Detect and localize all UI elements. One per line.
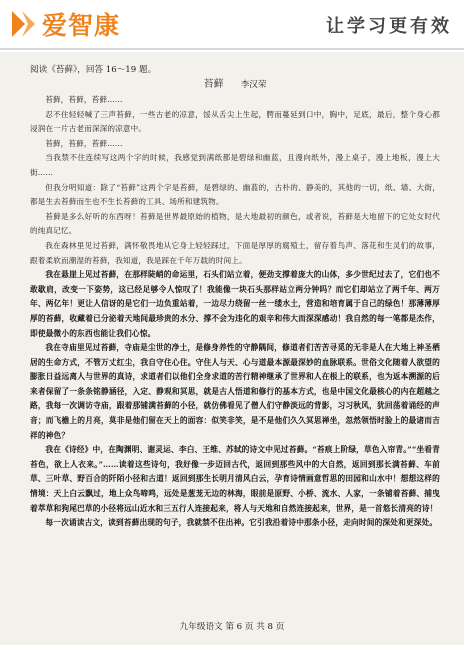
passage-paragraph: 但我分明知道：除了“苔藓”这两个字是苔藓，是碧绿的、幽蓝的，古朴的、静美的，其他的一切，纸、墙、大街，都是生去苔藓而生也不生长苔藓的工具、场所和建筑物。 [30, 182, 440, 207]
passage-title-line [30, 77, 440, 93]
passage-paragraph: 苔藓，苔藓，苔藓…… [45, 138, 123, 148]
page-footer: 九年级语文 第 6 页 共 8 页 [179, 622, 285, 632]
passage-title: 苔藓 [203, 79, 224, 90]
passage-paragraph: 当我禁不住连续写这两个字的时候，我感觉到满纸都是碧绿和幽蓝，且漫向纸外，漫上桌子，漫上地板，漫上大街…… [30, 153, 440, 177]
passage-paragraph: 我在森林里见过苔藓，满怀敬畏地从它身上轻轻踩过，下面是厚厚的腐殖土，留存着鸟声、落花和生灵们的故事，跟着柔软而潮湿的苔藓，我知道，我是踩在千年万载的时间上。 [30, 240, 440, 265]
passage-paragraph: 苔藓，苔藓，苔藓…… [45, 95, 123, 104]
brand-logo [10, 7, 120, 41]
passage-paragraph: 忍不住轻轻喊了三声苔藓，一些古老的凉意，馁从舌尖上生起，腭而蔓延到口中，胸中，足底，最后，整个身心都浸润在一片古老而深深的凉意中。 [30, 109, 440, 134]
passage-paragraph: 我在寺庙里见过苔藓，寺庙是尘世的净土，是修身养性的守静隅间，修道者们苦苦寻觅的无非是人在大地上神圣栖居的生命方式，不管万丈红尘，我自守住心住。守住人与天、心与道最本源最深妙的血脉联系。世俗文化随着人欲望的膨胀日益远离人与世界的真诗，求道者们以他们全身求道的苦行精神继承了世界和人在根上的联系，也为返本溯源的后来者保留了一条条铭静涵径，入定、静观和冥思，就是古人悟道和修行的基本方式，也是中国文化最核心的内在超越之路，我每一次调访寺庙，跟着那铺满苔藓的小径，就仿佛看见了僧人们守静淡远的背影，习习秋风，犹回荡着诵经的声音；而飞檐上的月亮，莫非是他们留在天上的面容：似笑非笑，是不是他们久久冥思禅坐，忽然领悟时脸上的最诸而吉祥的神色？ [30, 343, 440, 440]
passage-paragraph: 每一次诵读古文，读到苔藓出现的句子，我就禁不住出神。它引我沿着诗中那条小径，走向时间的深处和更深处。 [45, 518, 438, 528]
passage-paragraph: 苔藓是多么好听的东西呀！苔藓是世界最原始的植物，是大地最初的颜色，或者说，苔藓是大地留下的它处女时代的纯真记忆。 [30, 211, 440, 236]
brand-slogan: 让学习更有效 [326, 16, 452, 37]
passage-body [30, 93, 440, 531]
reading-passage [30, 64, 440, 531]
question-instruction: 阅读《苔藓》，回答 16～19 题。 [30, 65, 157, 75]
passage-author: 李汉荣 [240, 80, 267, 90]
exam-page [0, 52, 464, 645]
passage-paragraph: 我在悬崖上见过苔藓，在那样陡峭的命运里，石头们站立着，便劲支撑着庞大的山体，多少世纪过去了，它们也不敢歇肩，改变一下姿势，这已经足够令人惊叹了！我能像一块石头那样站立两分钟吗？而它们却站立了两千年、两万年、两亿年！更让人信讶的是它们一边负重站着，一边尽力绕留一丝一缕水土，营造和培育属于自己的绿色！那薄薄厚厚的苔藓，收藏着已分泌着天地间最珍贵的水分、撑不会为违化的艰辛和伟大而深深感动！我自然的每一笔都是杰作，即使最微小的东西也能让我们心惊。 [30, 270, 440, 338]
brand-name: 爱智康 [42, 11, 121, 40]
brand-logo-icon [10, 9, 38, 39]
passage-paragraph: 我在《诗经》中，在陶渊明、谢灵运、李白、王维、苏轼的诗文中见过苔藓。“苔痕上阶绿，草色入帘青。”“坐看青苔色，欲上人衣来。”……读着这些诗句，我好像一步迈回古代，返回到那些风中的大自然，返回到那长满苔藓、车前草、三叶草、野百合的阡陌小径和古道！返回到那生长明月清风白云，孕育诗情画意哲思的田园和山水中！想想这样的情境：天上白云飘过，地上众鸟啼鸣，远处是葱茏无边的林海，眼前是原野、小桥、流水、人家，一条铺着苔藓、捕曳着萃草和狗尾巴草的小径将远山近水和三五行人连接起来，将人与天地和自然连接起来，世界，是一首悠长清亮的诗！ [30, 445, 440, 513]
header-bar [0, 0, 464, 50]
